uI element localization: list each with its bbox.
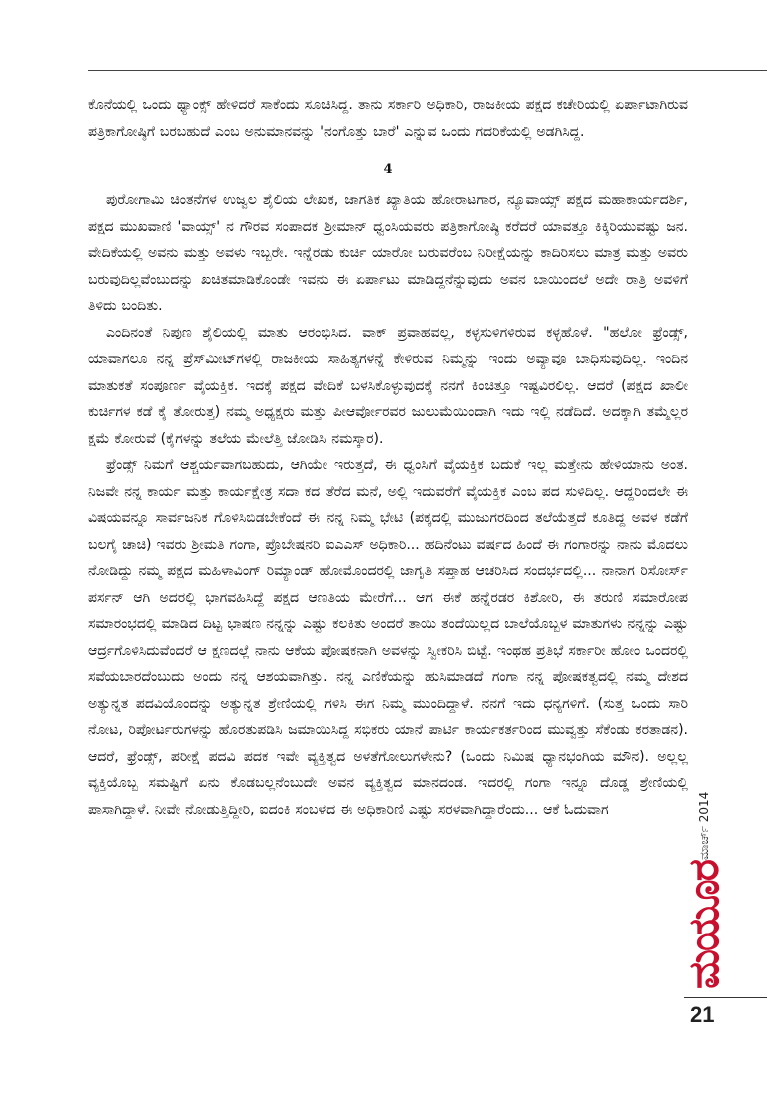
issue-date: ಮಾರ್ಚ್ 2014	[697, 791, 711, 860]
paragraph-1: ಪುರೋಗಾಮಿ ಚಿಂತನೆಗಳ ಉಜ್ವಲ ಶೈಲಿಯ ಲೇಖಕ, ಜಾಗತಿಕ ಖ್ಯಾತಿಯ ಹೋರಾಟಗಾರ, ನ್ಯೂವಾಯ್ಸ್ ಪಕ್ಷದ ಮಹಾಕಾರ್ಯದರ್ಶಿ, ಪಕ್ಷದ ಮುಖವಾಣಿ 'ವಾಯ್ಸ್' ನ ಗೌರವ ಸಂಪಾದಕ ಶ್ರೀಮಾನ್ ಧ್ವಂಸಿಯವರು ಪತ್ರಿಕಾಗೋಷ್ಠಿ ಕರೆದರೆ ಯಾವತ್ತೂ ಕಿಕ್ಕಿರಿಯುವಷ್ಟು ಜನ. ವೇದಿಕೆಯಲ್ಲಿ ಅವನು ಮತ್ತು ಅವಳು ಇಬ್ಬರೇ. ಇನ್ನೆರಡು ಕುರ್ಚಿ ಯಾರೋ ಬರುವರೆಂಬ ನಿರೀಕ್ಷೆಯನ್ನು ಕಾದಿರಿಸಲು ಮಾತ್ರ ಮತ್ತು ಅವರು ಬರುವುದಿಲ್ಲವೆಂಬುದನ್ನು ಖಚಿತಮಾಡಿಕೊಂಡೇ ಇವನು ಈ ಏರ್ಪಾಟು ಮಾಡಿದ್ದನೆನ್ನುವುದು ಅವನ ಬಾಯಿಂದಲೆ ಅದೇ ರಾತ್ರಿ ಅವಳಿಗೆ ತಿಳಿದು ಬಂದಿತು.	[88, 192, 688, 314]
paragraph-3: ಫ್ರೆಂಡ್ಸ್ ನಿಮಗೆ ಆಶ್ಚರ್ಯವಾಗಬಹುದು, ಆಗಿಯೇ ಇರುತ್ತದೆ, ಈ ಧ್ವಂಸಿಗೆ ವೈಯಕ್ತಿಕ ಬದುಕೆ ಇಲ್ಲ ಮತ್ತೇನು ಹೇಳಿಯಾನು ಅಂತ. ನಿಜವೇ ನನ್ನ ಕಾರ್ಯ ಮತ್ತು ಕಾರ್ಯಕ್ಷೇತ್ರ ಸದಾ ಕದ ತೆರೆದ ಮನೆ, ಅಲ್ಲಿ ಇದುವರೆಗೆ ವೈಯಕ್ತಿಕ ಎಂಬ ಪದ ಸುಳಿದಿಲ್ಲ. ಆದ್ದರಿಂದಲೇ ಈ ವಿಷಯವನ್ನೂ ಸಾರ್ವಜನಿಕ ಗೊಳಿಸಿಬಿಡಬೇಕೆಂದೆ ಈ ನನ್ನ ನಿಮ್ಮ ಭೇಟಿ (ಪಕ್ಕದಲ್ಲಿ ಮುಜುಗರದಿಂದ ತಲೆಯೆತ್ತದೆ ಕೂತಿದ್ದ ಅವಳ ಕಡೆಗೆ ಬಲಗೈ ಚಾಚಿ) ಇವರು ಶ್ರೀಮತಿ ಗಂಗಾ, ಪ್ರೊಬೇಷನರಿ ಐಎಎಸ್ ಅಧಿಕಾರಿ... ಹದಿನೆಂಟು ವರ್ಷದ ಹಿಂದೆ ಈ ಗಂಗಾರನ್ನು ನಾನು ಮೊದಲು ನೋಡಿದ್ದು ನಮ್ಮ ಪಕ್ಷದ ಮಹಿಳಾವಿಂಗ್ ರಿಮ್ಯಾಂಡ್ ಹೋಮೊಂದರಲ್ಲಿ ಜಾಗೃತಿ ಸಪ್ತಾಹ ಆಚರಿಸಿದ ಸಂದರ್ಭದಲ್ಲಿ... ನಾನಾಗ ರಿಸೋರ್ಸ್ ಪರ್ಸನ್ ಆಗಿ ಅದರಲ್ಲಿ ಭಾಗವಹಿಸಿದ್ದೆ ಪಕ್ಷದ ಆಣತಿಯ ಮೇರೆಗೆ... ಆಗ ಈಕೆ ಹನ್ನೆರಡರ ಕಿಶೋರಿ, ಈ ತರುಣಿ ಸಮಾರೋಪ ಸಮಾರಂಭದಲ್ಲಿ ಮಾಡಿದ ದಿಟ್ಟ ಭಾಷಣ ನನ್ನನ್ನು ಎಷ್ಟು ಕಲಕಿತು ಅಂದರೆ ತಾಯಿ ತಂದೆಯಿಲ್ಲದ ಬಾಲೆಯೊಬ್ಬಳ ಮಾತುಗಳು ನನ್ನನ್ನು ಎಷ್ಟು ಆರ್ದ್ರಗೊಳಿಸಿದುವೆಂದರೆ ಆ ಕ್ಷಣದಲ್ಲೆ ನಾನು ಆಕೆಯ ಪೋಷಕನಾಗಿ ಅವಳನ್ನು ಸ್ವೀಕರಿಸಿ ಬಿಟ್ಟೆ. ಇಂಥಹ ಪ್ರತಿಭೆ ಸರ್ಕಾರೀ ಹೋಂ ಒಂದರಲ್ಲಿ ಸವೆಯಬಾರದೆಂಬುದು ಅಂದು ನನ್ನ ಆಶಯವಾಗಿತ್ತು. ನನ್ನ ಎಣಿಕೆಯನ್ನು ಹುಸಿಮಾಡದೆ ಗಂಗಾ ನನ್ನ ಪೋಷಕತ್ವದಲ್ಲಿ ನಮ್ಮ ದೇಶದ ಅತ್ಯುನ್ನತ ಪದವಿಯೊಂದನ್ನು ಅತ್ಯುನ್ನತ ಶ್ರೇಣಿಯಲ್ಲಿ ಗಳಿಸಿ ಈಗ ನಿಮ್ಮ ಮುಂದಿದ್ದಾಳೆ. ನನಗೆ ಇದು ಧನ್ಯಗಳಿಗೆ. (ಸುತ್ತ ಒಂದು ಸಾರಿ ನೋಟ, ರಿಪೋರ್ಟರುಗಳನ್ನು ಹೊರತುಪಡಿಸಿ ಜಮಾಯಿಸಿದ್ದ ಸಭಿಕರು ಯಾನೆ ಪಾರ್ಟಿ ಕಾರ್ಯಕರ್ತರಿಂದ ಮುವ್ವತ್ತು ಸೆಕೆಂಡು ಕರತಾಡನ). ಆದರೆ, ಫ್ರೆಂಡ್ಸ್, ಪರೀಕ್ಷೆ ಪದವಿ ಪದಕ ಇವೇ ವ್ಯಕ್ತಿತ್ವದ ಅಳತೆಗೋಲುಗಳೇನು? (ಒಂದು ನಿಮಿಷ ಧ್ಯಾನಭಂಗಿಯ ಮೌನ). ಅಲ್ಲಲ್ಲ ವ್ಯಕ್ತಿಯೊಬ್ಬ ಸಮಷ್ಟಿಗೆ ಏನು ಕೊಡಬಲ್ಲನೆಂಬುದೇ ಅವನ ವ್ಯಕ್ತಿತ್ವದ ಮಾನದಂಡ. ಇದರಲ್ಲಿ ಗಂಗಾ ಇನ್ನೂ ದೊಡ್ಡ ಶ್ರೇಣಿಯಲ್ಲಿ ಪಾಸಾಗಿದ್ದಾಳೆ. ನೀವೇ ನೋಡುತ್ತಿದ್ದೀರಿ, ಐದಂಕಿ ಸಂಬಳದ ಈ ಅಧಿಕಾರಿಣಿ ಎಷ್ಟು ಸರಳವಾಗಿದ್ದಾರೆಂದು... ಆಕೆ ಓದುವಾಗ	[88, 457, 688, 818]
magazine-logo: ಮಯೂರ	[679, 861, 728, 989]
paragraph-continued: ಕೊನೆಯಲ್ಲಿ ಒಂದು ಥ್ಯಾಂಕ್ಸ್ ಹೇಳಿದರೆ ಸಾಕೆಂದು ಸೂಚಿಸಿದ್ದ. ತಾನು ಸರ್ಕಾರಿ ಅಧಿಕಾರಿ, ರಾಜಕೀಯ ಪಕ್ಷದ ಕಚೇರಿಯಲ್ಲಿ ಏರ್ಪಾಟಾಗಿರುವ ಪತ್ರಿಕಾಗೋಷ್ಠಿಗೆ ಬರಬಹುದೆ ಎಂಬ ಅನುಮಾನವನ್ನು 'ನಂಗೊತ್ತು ಬಾರೆ' ಎನ್ನುವ ಒಂದು ಗದರಿಕೆಯಲ್ಲಿ ಅಡಗಿಸಿದ್ದ.	[88, 97, 688, 140]
page-number: 21	[690, 1002, 715, 1027]
paragraph-2: ಎಂದಿನಂತೆ ನಿಪುಣ ಶೈಲಿಯಲ್ಲಿ ಮಾತು ಆರಂಭಿಸಿದ. ವಾಕ್ ಪ್ರವಾಹವಲ್ಲ, ಕಳ್ಳಸುಳಿಗಳಿರುವ ಕಳ್ಳಹೊಳೆ. "ಹಲೋ ಫ್ರೆಂಡ್ಸ್, ಯಾವಾಗಲೂ ನನ್ನ ಪ್ರೆಸ್‌ಮೀಟ್‌ಗಳಲ್ಲಿ ರಾಜಕೀಯ ಸಾಹಿತ್ಯಗಳನ್ನೆ ಕೇಳಿರುವ ನಿಮ್ಮನ್ನು ಇಂದು ಅವ್ಯಾವೂ ಬಾಧಿಸುವುದಿಲ್ಲ. ಇಂದಿನ ಮಾತುಕತೆ ಸಂಪೂರ್ಣ ವೈಯಕ್ತಿಕ. ಇದಕ್ಕೆ ಪಕ್ಷದ ವೇದಿಕೆ ಬಳಸಿಕೊಳ್ಳುವುದಕ್ಕೆ ನನಗೆ ಕಿಂಚಿತ್ತೂ ಇಷ್ಟವಿರಲಿಲ್ಲ. ಆದರೆ (ಪಕ್ಷದ ಖಾಲೀ ಕುರ್ಚಿಗಳ ಕಡೆ ಕೈ ತೋರುತ್ತ) ನಮ್ಮ ಅಧ್ಯಕ್ಷರು ಮತ್ತು ಪೀಆರ್ವೋರವರ ಜುಲುಮೆಯಿಂದಾಗಿ ಇದು ಇಲ್ಲಿ ನಡೆದಿದೆ. ಅದಕ್ಕಾಗಿ ತಮ್ಮೆಲ್ಲರ ಕ್ಷಮೆ ಕೋರುವೆ (ಕೈಗಳನ್ನು ತಲೆಯ ಮೇಲೆತ್ತಿ ಜೋಡಿಸಿ ನಮಸ್ಕಾರ).	[88, 324, 688, 447]
top-rule	[88, 70, 767, 71]
article-body	[88, 92, 688, 823]
section-number: 4	[383, 162, 393, 177]
footer-rule	[684, 997, 767, 998]
